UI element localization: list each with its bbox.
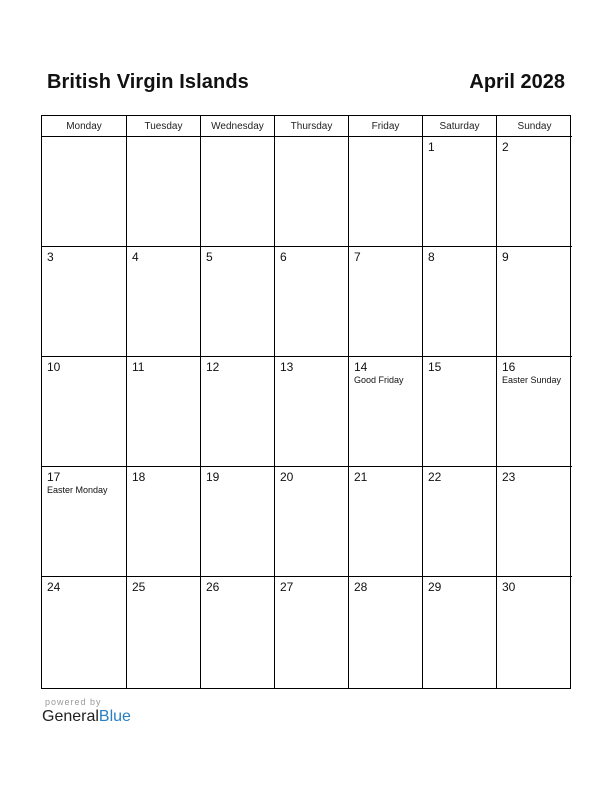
day-number: 27 — [280, 580, 294, 594]
day-cell[interactable] — [275, 137, 349, 247]
day-cell[interactable] — [201, 577, 275, 688]
calendar-country-title: British Virgin Islands — [47, 71, 249, 93]
day-cell[interactable] — [42, 577, 127, 688]
weekday-header-friday: Friday — [349, 116, 423, 137]
weekday-header-sunday: Sunday — [497, 116, 572, 137]
weekday-header-monday: Monday — [42, 116, 127, 137]
calendar-grid — [41, 115, 571, 689]
brand-blue-text: Blue — [98, 708, 131, 725]
weekday-header-thursday: Thursday — [275, 116, 349, 137]
weekday-header-tuesday: Tuesday — [127, 116, 201, 137]
day-cell[interactable] — [349, 467, 423, 577]
day-cell[interactable] — [127, 467, 201, 577]
day-number: 28 — [354, 580, 368, 594]
day-number: 2 — [502, 140, 509, 154]
day-number: 18 — [132, 470, 146, 484]
day-cell[interactable] — [42, 357, 127, 467]
day-cell[interactable] — [497, 357, 572, 467]
day-cell[interactable] — [349, 357, 423, 467]
day-number: 17 — [47, 470, 61, 484]
day-cell[interactable] — [201, 247, 275, 357]
day-number: 29 — [428, 580, 442, 594]
powered-by-label: powered by — [45, 697, 102, 707]
day-number: 21 — [354, 470, 368, 484]
generalblue-logo[interactable] — [42, 708, 131, 726]
day-cell[interactable] — [497, 577, 572, 688]
day-number: 19 — [206, 470, 220, 484]
day-cell[interactable] — [42, 467, 127, 577]
day-cell[interactable] — [423, 137, 497, 247]
day-number: 26 — [206, 580, 220, 594]
day-cell[interactable] — [42, 137, 127, 247]
day-number: 7 — [354, 250, 361, 264]
day-number: 10 — [47, 360, 61, 374]
day-cell[interactable] — [497, 137, 572, 247]
holiday-label: Easter Monday — [47, 485, 108, 495]
day-number: 24 — [47, 580, 61, 594]
day-number: 11 — [132, 360, 145, 374]
day-cell[interactable] — [201, 467, 275, 577]
day-cell[interactable] — [42, 247, 127, 357]
day-number: 20 — [280, 470, 294, 484]
day-number: 25 — [132, 580, 146, 594]
brand-general-text: General — [42, 708, 99, 725]
day-cell[interactable] — [423, 467, 497, 577]
day-cell[interactable] — [275, 357, 349, 467]
day-number: 22 — [428, 470, 442, 484]
day-cell[interactable] — [201, 137, 275, 247]
day-cell[interactable] — [423, 247, 497, 357]
day-number: 23 — [502, 470, 516, 484]
day-cell[interactable] — [497, 247, 572, 357]
day-number: 8 — [428, 250, 435, 264]
day-number: 15 — [428, 360, 442, 374]
weekday-header-saturday: Saturday — [423, 116, 497, 137]
day-number: 13 — [280, 360, 294, 374]
day-number: 12 — [206, 360, 220, 374]
day-number: 6 — [280, 250, 287, 264]
day-number: 5 — [206, 250, 213, 264]
day-number: 14 — [354, 360, 368, 374]
day-cell[interactable] — [275, 247, 349, 357]
day-cell[interactable] — [127, 357, 201, 467]
day-cell[interactable] — [423, 577, 497, 688]
day-cell[interactable] — [349, 137, 423, 247]
day-number: 4 — [132, 250, 139, 264]
weekday-header-wednesday: Wednesday — [201, 116, 275, 137]
day-number: 3 — [47, 250, 54, 264]
day-number: 1 — [428, 140, 435, 154]
holiday-label: Easter Sunday — [502, 375, 562, 385]
day-number: 9 — [502, 250, 509, 264]
day-cell[interactable] — [423, 357, 497, 467]
day-number: 30 — [502, 580, 516, 594]
calendar-month-title: April 2028 — [469, 71, 565, 93]
holiday-label: Good Friday — [354, 375, 404, 385]
day-cell[interactable] — [127, 137, 201, 247]
day-cell[interactable] — [127, 247, 201, 357]
day-cell[interactable] — [349, 247, 423, 357]
day-cell[interactable] — [127, 577, 201, 688]
day-number: 16 — [502, 360, 516, 374]
day-cell[interactable] — [275, 577, 349, 688]
day-cell[interactable] — [349, 577, 423, 688]
day-cell[interactable] — [497, 467, 572, 577]
day-cell[interactable] — [275, 467, 349, 577]
day-cell[interactable] — [201, 357, 275, 467]
